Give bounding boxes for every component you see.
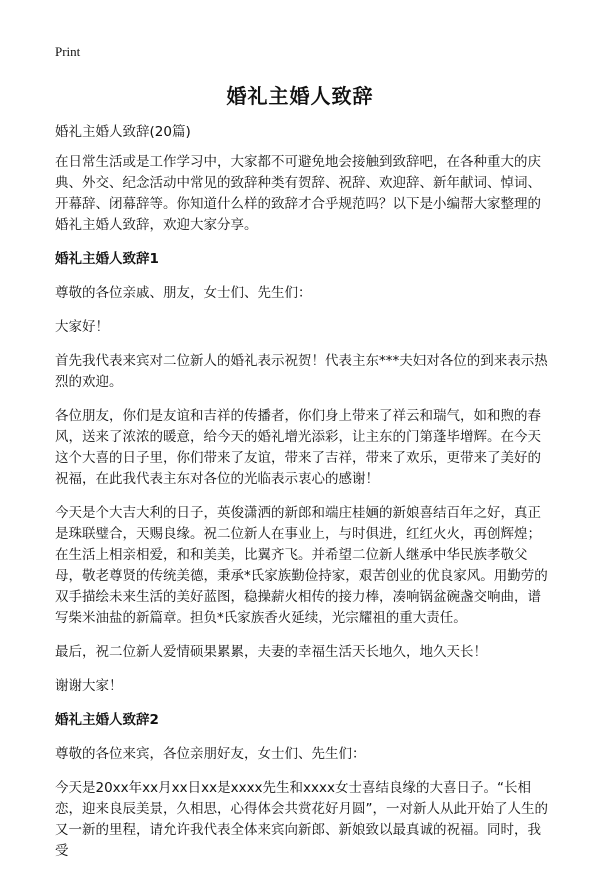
paragraph: 尊敬的各位来宾，各位亲朋好友，女士们、先生们：: [55, 746, 366, 762]
print-link[interactable]: Print: [55, 44, 81, 59]
section-heading: 婚礼主婚人致辞2: [55, 712, 159, 728]
document-title: 婚礼主婚人致辞: [226, 84, 374, 108]
paragraph: 谢谢大家！: [55, 678, 123, 694]
section-heading: 婚礼主婚人致辞1: [55, 251, 159, 267]
paragraph: 今天是20xx年xx月xx日xx是xxxx先生和xxxx女士喜结良缘的大喜日子。“长相恋，迎来良辰美景，久相思，心得体会共赏花好月圆”，一对新人从此开始了人生的又一新的里程，请允许我代表全体来宾向新郎、新娘致以最真诚的祝福。同时，我受: [55, 780, 548, 859]
paragraph: 尊敬的各位亲戚、朋友，女士们、先生们：: [55, 285, 312, 301]
paragraph: 首先我代表来宾对二位新人的婚礼表示祝贺！代表主东***夫妇对各位的到来表示热烈的欢迎。: [55, 353, 548, 390]
intro-paragraph: 在日常生活或是工作学习中，大家都不可避免地会接触到致辞吧，在各种重大的庆典、外交、纪念活动中常见的致辞种类有贺辞、祝辞、欢迎辞、新年献词、悼词、开幕辞、闭幕辞等。你知道什么样的致辞才合乎规范吗？以下是小编帮大家整理的婚礼主婚人致辞，欢迎大家分享。: [55, 154, 541, 233]
paragraph: 今天是个大吉大利的日子，英俊潇洒的新郎和端庄桂婳的新娘喜结百年之好，真正是珠联璧合，天赐良缘。祝二位新人在事业上，与时俱进，红红火火，再创辉煌；在生活上相亲相爱，和和美美，比翼齐飞。并希望二位新人继承中华民族孝敬父母，敬老尊贤的传统美德，秉承*氏家族勤俭持家，艰苦创业的优良家风。用勤劳的双手描绘未来生活的美好蓝图，稳操薪火相传的接力棒，凑响锅盆碗盏交响曲，谱写柴米油盐的新篇章。担负*氏家族香火延续，光宗耀祖的重大责任。: [55, 505, 548, 626]
article-body: [55, 120, 552, 875]
paragraph: 最后，祝二位新人爱情硕果累累，夫妻的幸福生活天长地久，地久天长！: [55, 644, 487, 660]
paragraph: 大家好！: [55, 319, 109, 335]
paragraph: 各位朋友，你们是友谊和吉祥的传播者，你们身上带来了祥云和瑞气，如和煦的春风，送来了浓浓的暖意，给今天的婚礼增光添彩，让主东的门第蓬毕增辉。在今天这个大喜的日子里，你们带来了友谊，带来了吉祥，带来了欢乐，更带来了美好的祝福，在此我代表主东对各位的光临表示衷心的感谢！: [55, 408, 541, 487]
article-subtitle: 婚礼主婚人致辞(20篇): [55, 124, 191, 140]
